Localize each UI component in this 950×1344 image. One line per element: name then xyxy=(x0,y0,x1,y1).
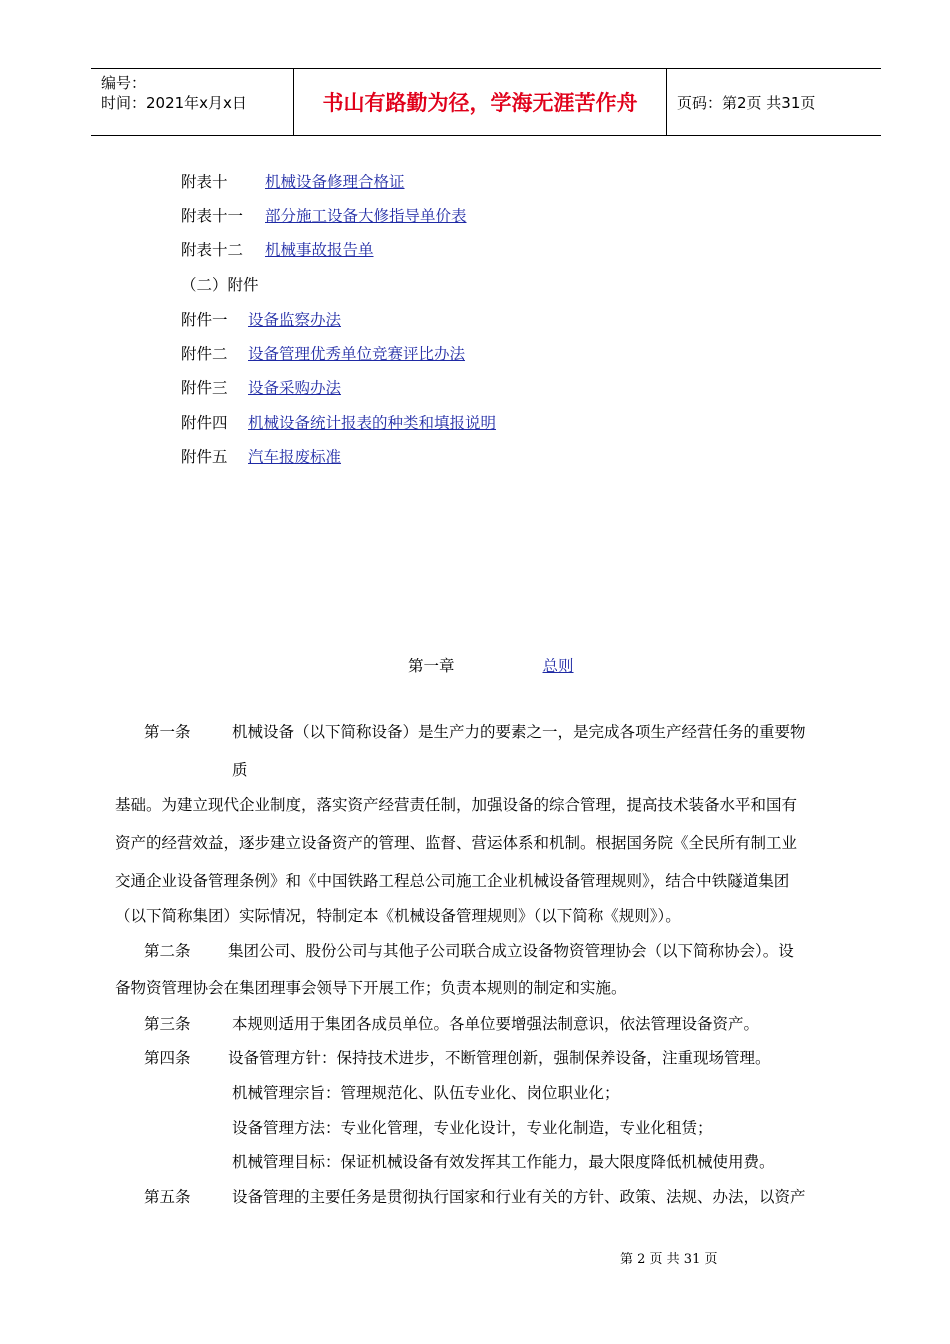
article-label: 第四条 xyxy=(144,1049,191,1067)
toc-label: 附件三 xyxy=(181,379,228,397)
toc-item xyxy=(181,310,341,330)
toc-label: 附件四 xyxy=(181,414,228,432)
toc-link[interactable]: 机械设备统计报表的种类和填报说明 xyxy=(248,414,497,432)
article-label: 第一条 xyxy=(144,723,191,741)
toc-item xyxy=(181,378,341,398)
article-text: 质 xyxy=(232,761,248,779)
toc-label: 附表十一 xyxy=(181,207,244,225)
article-text: 资产的经营效益，逐步建立设备资产的管理、监督、营运体系和机制。根据国务院《全民所有制工业 xyxy=(115,834,798,852)
toc-link[interactable]: 汽车报废标准 xyxy=(248,448,342,466)
article-label: 第五条 xyxy=(144,1188,191,1206)
article-label: 第三条 xyxy=(144,1015,191,1033)
article-text: 备物资管理协会在集团理事会领导下开展工作；负责本规则的制定和实施。 xyxy=(115,979,627,997)
header-number: 编号： xyxy=(101,74,147,92)
chapter-heading xyxy=(408,654,574,676)
toc-item xyxy=(181,240,374,260)
article-text: （以下简称集团）实际情况，特制定本《机械设备管理规则》（以下简称《规则》）。 xyxy=(115,907,681,925)
page-footer: 第 2 页 共 31 页 xyxy=(620,1252,718,1267)
article-text: 本规则适用于集团各成员单位。各单位要增强法制意识，依法管理设备资产。 xyxy=(232,1015,760,1033)
chapter-title-link[interactable]: 总则 xyxy=(542,657,574,675)
toc-label: 附表十二 xyxy=(181,241,244,259)
toc-label: 附表十 xyxy=(181,173,228,191)
toc-link[interactable]: 设备采购办法 xyxy=(248,379,342,397)
article-text: 设备管理方针：保持技术进步，不断管理创新，强制保养设备，注重现场管理。 xyxy=(228,1049,771,1067)
toc-item xyxy=(181,206,467,226)
article-text: 集团公司、股份公司与其他子公司联合成立设备物资管理协会（以下简称协会）。设 xyxy=(228,942,794,960)
article-text: 基础。为建立现代企业制度，落实资产经营责任制，加强设备的综合管理，提高技术装备水平和国有 xyxy=(115,796,798,814)
header-meta xyxy=(91,69,293,135)
toc-item xyxy=(181,413,496,433)
article-text: 交通企业设备管理条例》和《中国铁路工程总公司施工企业机械设备管理规则》，结合中铁隧道集团 xyxy=(115,872,790,890)
article-text: 机械设备（以下简称设备）是生产力的要素之一，是完成各项生产经营任务的重要物 xyxy=(232,723,806,741)
toc-section-heading xyxy=(181,275,259,295)
toc-item xyxy=(181,172,405,192)
toc-label: 附件一 xyxy=(181,311,228,329)
header-motto: 书山有路勤为径，学海无涯苦作舟 xyxy=(293,69,667,135)
toc-label: 附件二 xyxy=(181,345,228,363)
toc-link[interactable]: 机械设备修理合格证 xyxy=(265,173,405,191)
toc-item xyxy=(181,344,465,364)
article-text: 设备管理的主要任务是贯彻执行国家和行业有关的方针、政策、法规、办法，以资产 xyxy=(232,1188,806,1206)
toc-link[interactable]: 部分施工设备大修指导单价表 xyxy=(265,207,467,225)
header-page-info: 页码：第2页 共31页 xyxy=(677,93,816,112)
article-text: 机械管理宗旨：管理规范化、队伍专业化、岗位职业化； xyxy=(232,1084,620,1102)
article-text: 机械管理目标：保证机械设备有效发挥其工作能力，最大限度降低机械使用费。 xyxy=(232,1153,775,1171)
chapter-label: 第一章 xyxy=(408,657,455,675)
article-label: 第二条 xyxy=(144,942,191,960)
toc-link[interactable]: 设备监察办法 xyxy=(248,311,342,329)
toc-label: 附件五 xyxy=(181,448,228,466)
toc-link[interactable]: 机械事故报告单 xyxy=(265,241,374,259)
page-header xyxy=(91,68,881,136)
toc-label: （二）附件 xyxy=(181,276,259,294)
toc-item xyxy=(181,447,341,467)
article-text: 设备管理方法：专业化管理，专业化设计，专业化制造，专业化租赁； xyxy=(232,1119,713,1137)
toc-link[interactable]: 设备管理优秀单位竞赛评比办法 xyxy=(248,345,466,363)
header-time: 时间：2021年x月x日 xyxy=(101,94,247,112)
